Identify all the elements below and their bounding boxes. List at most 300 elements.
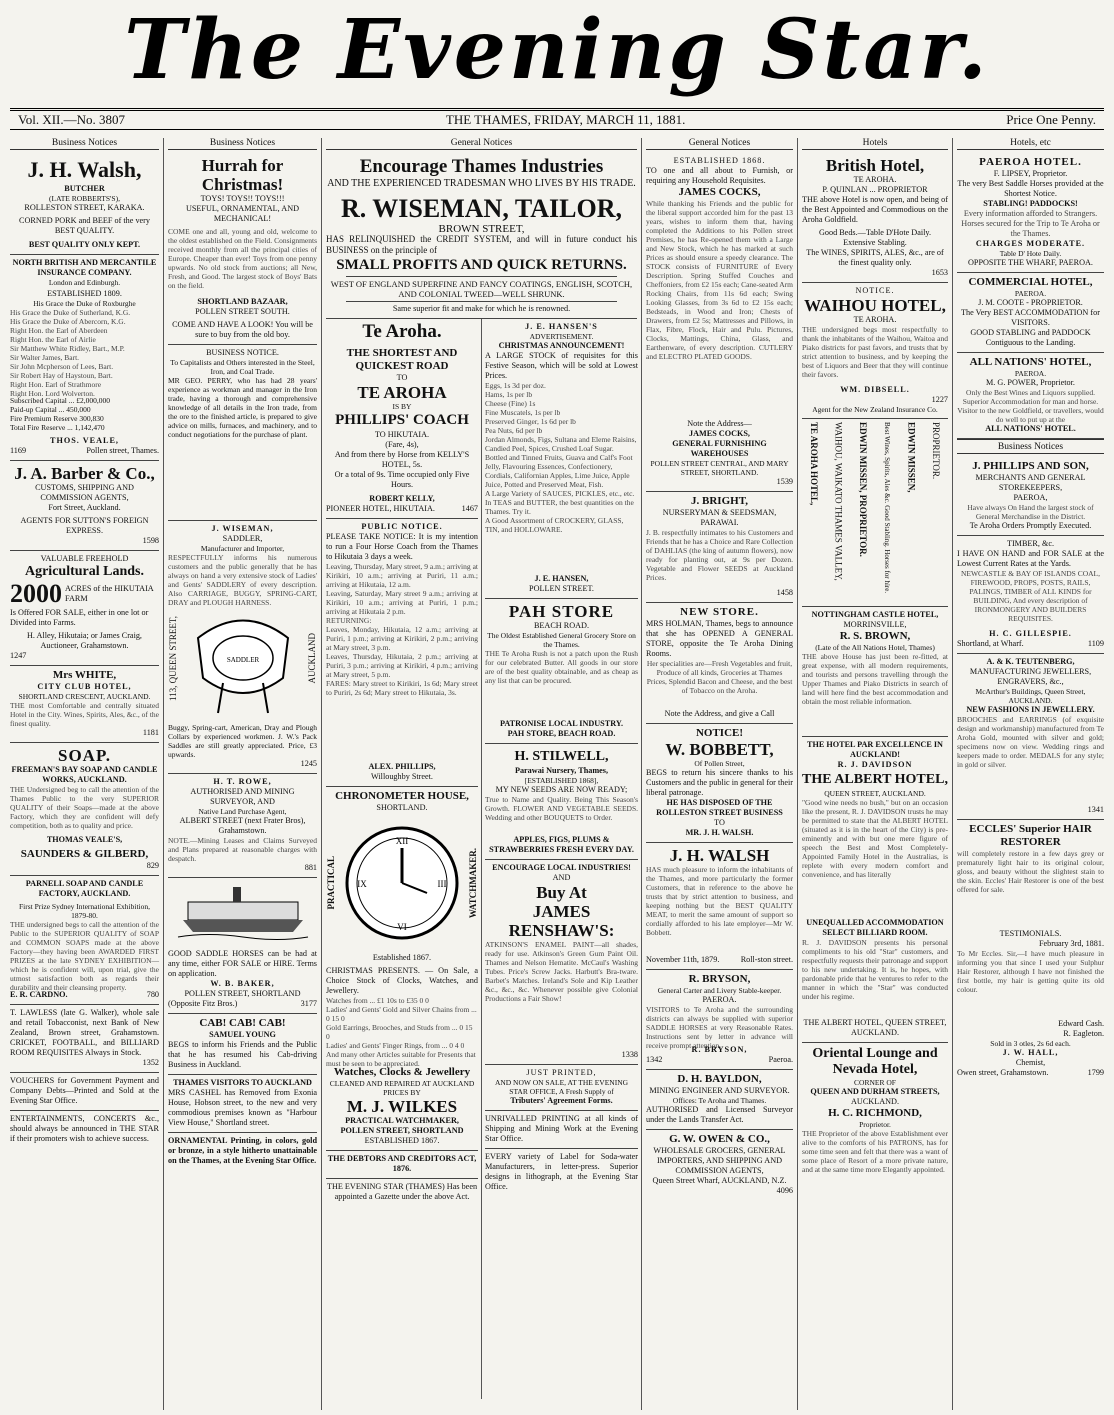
ad-all-nations (957, 353, 1104, 439)
ad-paeroa-hotel (957, 153, 1104, 273)
ad-hotel: THE ALBERT HOTEL, (802, 772, 948, 787)
ad-text: THE above Hotel is now open, and being of the Best Appointed and Commodious on the Aroha Goldfield. (802, 195, 948, 224)
ad-name: Mrs WHITE, (52, 669, 117, 681)
ad-cleaned: CLEANED AND REPAIRED AT AUCKLAND PRICES BY (329, 1079, 475, 1097)
ad-title: NOTICE. (855, 286, 895, 295)
ad-ornamental (168, 1133, 317, 1170)
ad-oldest: The Oldest Established General Grocery Store on the Thames. (487, 631, 636, 649)
ad-text: ORNAMENTAL Printing, in colors, gold or bronze, in a style hitherto unattainable on the Thames, at the Evening Star Office. (168, 1136, 317, 1165)
ad-name: WAIHOU HOTEL, (804, 296, 946, 315)
ad-place: MORRINSVILLE, (843, 620, 907, 629)
ad-left: PRACTICAL (326, 856, 336, 910)
ad-sub: FREEMAN'S BAY SOAP AND CANDLE WORKS, AUCKLAND. (11, 765, 158, 784)
ad-white (10, 666, 159, 743)
ad-number: 1539 (776, 477, 793, 486)
ad-title: THAMES VISITORS TO AUCKLAND (173, 1078, 312, 1087)
ad-street: Of Pollen Street, (694, 759, 745, 768)
ad-body: HAS much pleasure to inform the inhabitants of the Thames, and more particularly the former Customers, that in reference to the above he trusts that by strict attention to business, and keeping nothing but the BEST QUALITY MEAT, to merit the same amount of support so cordially afforded to his late employer—Mr W. Bobbett. (646, 865, 793, 937)
ad-insurance (10, 255, 159, 461)
ad-star-gazette (326, 1179, 478, 1206)
ad-number: 1598 (142, 536, 159, 545)
ad-bayldon (646, 1070, 793, 1130)
ad-agent: THOMAS VEALE'S, (46, 835, 123, 844)
dateline (10, 108, 1104, 130)
ad-title: Hurrah for Christmas! (201, 156, 284, 194)
ad-name: COMMERCIAL HOTEL, (968, 276, 1093, 288)
ad-cities: London and Edinburgh. (48, 278, 121, 287)
ad-number: 881 (304, 863, 317, 872)
ad-body: J. B. respectfully intimates to his Customers and Friends that he has a Choice and Rare Collection of DAHLIAS (the king of autumn flowers), now ready for planting out, at 9s per Dozen. Vegetable and Flower SEEDS at Auckland Prices. (646, 528, 793, 582)
ad-streets: QUEEN AND DURHAM STREETS, (810, 1087, 940, 1096)
column-heading: Hotels, etc (957, 138, 1104, 150)
ad-oriental (802, 1043, 948, 1213)
ad-body2: R. J. DAVIDSON presents his personal compliments to his old "Star" customers, and respectfully requests their patronage and support to his new undertaking. It is, he hopes, with pardonable pride that he ventures to refer to the manner in which the "Star" was conducted under his regime. (802, 938, 948, 1001)
ad-text: PLEASE TAKE NOTICE: It is my intention to run a Four Horse Coach from the Thames to Hikutaia 3 days a week. (326, 532, 478, 561)
ad-walsh (10, 153, 159, 255)
ad-title: BUSINESS NOTICE. (206, 348, 279, 357)
saddle-icon (188, 598, 298, 718)
ad-motto: BEST QUALITY ONLY KEPT. (28, 240, 141, 249)
ad-capital: Subscribed Capital ... £2,000,000 (10, 396, 110, 405)
ad-heading: Agricultural Lands. (24, 564, 144, 579)
ad-new-store (646, 603, 793, 724)
ad-title: J. E. HANSEN'S (525, 322, 598, 331)
ad-nursery: Parawai Nursery, Thames, (514, 766, 609, 775)
ad-perry (168, 345, 317, 521)
ad-list: Eggs, 1s 3d per doz. Hams, 1s per lb Cheese (Fine) 1s Fine Muscatels, 1s per lb Preserved Ginger, 1s 6d per lb Pea Nuts, 6d per lb Jordan Almonds, Figs, Sultana and Eleme Raisins, Candied Peel, Spices, Crushed Loaf Sugar. Bottled and Tinned Fruits, Guava and Calf's Foot Jelly, Flavouring Essences, Confectionery, Cordials, Californian Apples, Lime Juice, Apple Juice, Potted and Preserved Meat, Fish. A Large Variety of SAUCES, PICKLES, etc., etc. In TEAS and BUTTER, the best quantities on the Thames. Try it. A Good Assortment of CROCKERY, GLASS, TIN, and HOLLOWARE. (485, 381, 637, 534)
ad-walsh2 (646, 843, 793, 970)
ad-title: Te Aroha. (362, 321, 442, 342)
ad-address: ALBERT STREET (next Frater Bros), (179, 816, 306, 825)
ad-stable: Extensive Stabling. (843, 238, 907, 247)
masthead-title: The Evening Star. (124, 2, 990, 98)
ad-city: AUCKLAND. (851, 1097, 899, 1106)
ad-text: The Very BEST ACCOMMODATION for VISITORS. (961, 308, 1100, 327)
ad-sign: R. BRYSON, (691, 1045, 748, 1054)
ad-body: COME one and all, young and old, welcome to the oldest established on the Field. Consignments received monthly from all the principal cities of Europe. Cheaper than ever! Toys from one penny upwards. No old stock from auctions; all New, Fresh, and Good. The largest stock of Boys' Bats on the field. (168, 227, 317, 290)
ad-foot: Te Aroha Orders Promptly Executed. (969, 521, 1092, 530)
ad-sub: BEACH ROAD. (533, 621, 590, 630)
ad-name: J. H. WALSH (669, 846, 770, 865)
ad-stabling: GOOD STABLING and PADDOCK Contiguous to the Landing. (970, 328, 1091, 347)
ad-title: VALUABLE FREEHOLD (40, 554, 129, 563)
column-heading: General Notices (646, 138, 793, 150)
ad-number: 1169 (10, 446, 27, 455)
ad-stabling-body: Every information afforded to Strangers. Horses secured for the Trip to Te Aroha or the Thames. (961, 209, 1100, 238)
ad-horse: And from there by Horse from KELLY'S HOTEL, 5s. (334, 450, 470, 469)
ad-xmas: CHRISTMAS ANNOUNCEMENT! (498, 341, 625, 350)
ad-text: THE EVENING STAR (THAMES) Has been appointed a Gazette under the above Act. (326, 1182, 478, 1201)
ad-coach: PHILLIPS' COACH (335, 412, 469, 428)
ad-xmas: CHRISTMAS PRESENTS. — On Sale, a Choice Stock of Clocks, Watches, and Jewellery. (326, 966, 478, 995)
ad-trade: MINING ENGINEER AND SURVEYOR. (649, 1086, 790, 1095)
ad-name: JAMES RENSHAW'S: (508, 902, 615, 940)
ad-text: UNRIVALLED PRINTING at all kinds of Shipping and Mining Work at the Evening Star Office. (485, 1114, 638, 1143)
column-3 (322, 138, 642, 1410)
ad-town: Paeroa. (768, 1055, 793, 1064)
clock-icon (342, 818, 462, 948)
ad-corner: CORNER OF (854, 1078, 896, 1087)
ad-paid: Paid-up Capital ... 450,000 (10, 405, 91, 414)
ad-body: While thanking his Friends and the public for the liberal support accorded him for the past 13 years, wishes to inform them that, having completed the Additions to his Pollen street Premises, he has Re-opened them with a Large and New Stock, which he has marked at such Prices as should ensure a speedy clearance. The STOCK consists of FURNITURE of Every Description. Spring Stuffed Couches and Cheffoniers, from £2 15s each; Cane-seated Arm Rocking Chairs, from 11s 6d each; Swing Looking Glasses, from 3s 6d to £2 15s each; Bedsteads, in Wood and Iron; Chests of Drawers, from £2 5s; Mattresses and Pillows, in Flax, Fibre, Flock, Hair and Pulu. Pictures, Clocks, Mattings, China, Glass, and Earthenware, of every description. CUTLERY and ELECTRO PLATED GOODS. (646, 199, 793, 361)
ad-v5: PROPRIETOR. (930, 422, 941, 480)
ad-foot: ALL NATIONS' HOTEL. (985, 424, 1076, 433)
ad-body: True to Name and Quality. Being This Season's Growth. FLOWER AND VEGETABLE SEEDS. Wedding and other BOUQUETS to Order. (485, 795, 638, 822)
ad-warehouses: GENERAL FURNISHING WAREHOUSES (672, 439, 767, 458)
ad-testimonial-body: To Mr Eccles. Sir,—I have much pleasure in informing you that since I used your Sulphur Hair Restorer, although I have not finished the first bottle, my hair is getting quite its old colour. (957, 949, 1104, 994)
ad-renshaw (485, 860, 638, 1065)
ad-number: 1799 (1087, 1068, 1104, 1077)
ad-address: ROLLESTON STREET, KARAKA. (24, 203, 145, 212)
ad-trade: NURSERYMAN & SEEDSMAN, (662, 508, 777, 517)
column-heading: General Notices (326, 138, 637, 150)
ad-body: THE Te Aroha Rush is not a patch upon the Rush for our celebrated Butter. All goods in our store are of the best quality obtainable, and as cheap as any list that can be procured. (485, 649, 638, 685)
ad-president: His Grace the Duke of Roxburghe (33, 299, 136, 308)
ad-sub: Manufacturer and Importer, (200, 544, 285, 553)
ad-british-hotel (802, 153, 948, 283)
ad-to: TO (396, 373, 408, 382)
svg-text:XII: XII (395, 836, 409, 846)
column-heading: Business Notices (10, 138, 159, 150)
ad-number: 1227 (931, 395, 948, 404)
column-subheading: Business Notices (957, 439, 1104, 454)
ad-premium: Fire Premium Reserve 300,830 (10, 414, 104, 423)
ad-testimonials: TESTIMONIALS. (999, 929, 1062, 938)
ad-sub: AND THE EXPERIENCED TRADESMAN WHO LIVES BY HIS TRADE. (327, 178, 636, 189)
ad-trade: SADDLER, (222, 534, 263, 543)
ad-is: IS BY (392, 402, 412, 411)
ad-and: AND (552, 873, 571, 882)
ship-engraving (168, 882, 317, 942)
ad-name: PAEROA HOTEL. (979, 156, 1082, 168)
ad-stabling: STABLING! PADDOCKS! (983, 199, 1078, 208)
ad-title: ECCLES' Superior HAIR RESTORER (969, 823, 1092, 848)
ad-body: THE undersigned begs most respectfully to thank the inhabitants of the Waihou, Waitoa and Piako districts for past favors, and trusts that by strict attention to business, and by keeping the best of Liquors and Beer that they will continue their favors. (802, 325, 948, 379)
ad-hotel: CITY CLUB HOTEL, (37, 682, 132, 691)
ad-body: NOTE.—Mining Leases and Claims Surveyed and Plans prepared at reasonable charges with despatch. (168, 836, 317, 863)
ad-body: VISITORS to Te Aroha and the surrounding districts can always be supplied with superior SADDLE HORSES at very Reasonable Rates. Instructions sent by letter in advance will receive prompt attention. (646, 1005, 793, 1050)
ad-body: will completely restore in a few days grey or prematurely light hair to its original colour, gloss, and beauty without the slightest stain to the skin. Eccles' Hair Restorer is one of the best offered for sale. (957, 849, 1104, 894)
ad-trade: WHOLESALE GROCERS, GENERAL IMPORTERS, AND SHIPPING AND COMMISSION AGENTS, (653, 1146, 786, 1175)
ad-prop: H. C. RICHMOND, (828, 1107, 922, 1119)
ad-eccles (957, 820, 1104, 1082)
ad-name: NOTTINGHAM CASTLE HOTEL, (811, 610, 939, 619)
ad-body: THE above House has just been re-fitted, at great expense, with all modern requirements, and tourists and persons travelling through the Upper Thames and Piako Districts in search of land will here find the best accommodation and obtain the most reliable information. (802, 652, 948, 706)
ad-v4: EDWIN MISSEN, (906, 422, 917, 493)
ad-vouchers (10, 1073, 159, 1111)
ad-bazaar: SHORTLAND BAZAAR, (197, 297, 288, 306)
ad-sign: ALEX. PHILLIPS, (368, 762, 436, 771)
ad-stilwell (485, 744, 638, 860)
ad-visitors (168, 1075, 317, 1133)
ad-title: Encourage Thames Industries (359, 156, 604, 177)
ad-number: 1341 (1087, 805, 1104, 814)
ad-title: JUST PRINTED, (526, 1068, 597, 1077)
ad-sign: E. R. CARDNO. (10, 990, 68, 999)
ad-number: 780 (146, 990, 159, 999)
ad-body: THE undersigned begs to call the attention of the Public to the SUPERIOR QUALITY of SOAP and COMMON SOAPS made at the above Factory—they having been AWARDED FIRST PRIZES at the late SYDNEY EXHIBITION—which he is confident will, upon trial, give the utmost satisfaction both as regards their durability and their cleansing property. (10, 920, 159, 992)
ad-text: ENTERTAINMENTS, CONCERTS &c., should always be announced in THE STAR if their promoters wish to achieve success. (10, 1114, 159, 1143)
ad-name: M. J. WILKES (346, 1097, 458, 1116)
ad-v3: EDWIN MISSEN, PROPRIETOR. (857, 422, 868, 557)
ad-name: R. WISEMAN, TAILOR, (341, 194, 622, 223)
ad-title: TIMBER, &c. (1006, 539, 1055, 548)
ad-bryson (646, 970, 793, 1070)
ad-place: PARAWAI. (700, 518, 739, 527)
masthead (0, 0, 1114, 108)
ad-name: J. WISEMAN, (211, 524, 274, 533)
ad-opposite: (Opposite Fitz Bros.) (168, 999, 238, 1008)
ad-text: EVERY variety of Label for Soda-water Manufacturers, in letter-press. Superior designs in lithograph, at the Evening Star Office. (485, 1152, 638, 1191)
ad-number: 1352 (142, 1058, 159, 1067)
ad-number: 4096 (776, 1186, 793, 1195)
ad-sub: AND NOW ON SALE, AT THE EVENING STAR OFFICE, A Fresh Supply of (494, 1078, 629, 1096)
ad-cloth: WEST OF ENGLAND SUPERFINE AND FANCY COATINGS, ENGLISH, SCOTCH, AND COLONIAL TWEED—WELL SHRUNK. (330, 279, 633, 299)
ad-name: W. B. BAKER, (210, 979, 275, 988)
ad-owen (646, 1130, 793, 1200)
ad-date: February 3rd, 1881. (1038, 939, 1104, 948)
ad-every-variety (485, 1149, 638, 1196)
ad-title: CHRONOMETER HOUSE, (335, 790, 469, 802)
ad-prop: R. S. BROWN, (839, 630, 911, 642)
ad-body: BROOCHES and EARRINGS (of exquisite design and workmanship) manufactured from Te Aroha Gold, mounted with silver and gold; specimens now on view. Wedding rings and keepers made to order. MEDALS for any style; in gold or silver. (957, 715, 1104, 769)
ad-unequalled: UNEQUALLED ACCOMMODATION (806, 918, 944, 927)
ad-phillips-son (957, 457, 1104, 536)
ad-number: 1458 (776, 588, 793, 597)
ad-agent: THOS. VEALE, (50, 436, 119, 445)
ad-business: ROLLESTON STREET BUSINESS (656, 808, 783, 817)
ad-foot: PAH STORE, BEACH ROAD. (507, 729, 616, 738)
ad-title: PARNELL SOAP AND CANDLE FACTORY, AUCKLAND. (25, 879, 144, 898)
ad-street: Roll-ston street. (740, 955, 793, 964)
ad-nottingham (802, 607, 948, 737)
ad-gillespie (957, 536, 1104, 654)
ad-commercial (957, 273, 1104, 353)
ad-sale: Is Offered FOR SALE, either in one lot or Divided into Farms. (10, 608, 149, 627)
ad-number: 1342 (646, 1055, 663, 1064)
ad-barber (10, 461, 159, 551)
ad-patron: PATRONISE LOCAL INDUSTRY. (499, 719, 624, 728)
column-7 (953, 138, 1108, 1410)
ad-albert (802, 737, 948, 1043)
ad-role: Chemist, (1015, 1058, 1046, 1067)
ad-address: POLLEN STREET, SHORTLAND (340, 1126, 464, 1135)
ad-late: (Late of the All Nations Hotel, Thames) (815, 643, 935, 652)
ad-fare: (Fare, 4s), (385, 440, 419, 449)
column-heading: Hotels (802, 138, 948, 150)
ad-body: ATKINSON'S ENAMEL PAINT—all shades, ready for use. Atkinson's Green Gum Paint Oil. Thames and Nelson Hematite. McCaul's Washing Tubes. Price's Screw Jacks. Harbutt's Bra-tware. Barbet's Matches. Ireland's Sole and Kip Leather &c., &c., &c. Whenever possible give Colonial Productions a Fair Show! (485, 940, 638, 1003)
ad-street: 113, QUEEN STREET, (168, 615, 178, 701)
ad-name: H. C. GILLESPIE. (989, 629, 1072, 638)
ad-name: Oriental Lounge and Nevada Hotel, (812, 1046, 938, 1077)
ad-chronometer (326, 787, 478, 1151)
ad-prize: First Prize Sydney International Exhibition, 1879-80. (18, 902, 151, 920)
column-5 (642, 138, 798, 1410)
ad-est2: ESTABLISHED 1867. (364, 1136, 440, 1145)
ad-text: MRS HOLMAN, Thames, begs to announce that she has OPENED A GENERAL STORE, opposite the Te Aroha Dining Rooms. (646, 619, 793, 658)
ad-agent-address: Pollen street, Thames. (86, 446, 159, 455)
ad-text: Buggy, Spring-cart, American, Dray and Plough Collars by experienced workmen. J. W.'s Pack Saddles are still greatly appreciated. Price, £3 upwards. (168, 723, 317, 759)
ad-pah (485, 599, 638, 744)
ad-cab (168, 1014, 317, 1075)
ad-sub: ADVERTISEMENT. (529, 332, 594, 341)
steamship-icon (178, 882, 308, 942)
ad-rowe (168, 774, 317, 878)
ad-text: GOOD SADDLE HORSES can be had at any time, either FOR SALE or HIRE. Terms on application. (168, 949, 317, 978)
ad-unrivalled (485, 1111, 638, 1149)
ad-firm: SAUNDERS & GILBERD, (20, 848, 149, 860)
ad-title: CAB! CAB! CAB! (199, 1017, 286, 1029)
ad-name: SAMUEL YOUNG (209, 1030, 276, 1039)
ad-to: TO (714, 818, 725, 827)
ad-name: H. STILWELL, (514, 749, 609, 764)
ad-trade: PRACTICAL WATCHMAKER, (345, 1116, 459, 1125)
ad-hotel: PIONEER HOTEL, HIKUTAIA. (326, 504, 435, 513)
ad-address: POLLEN STREET CENTRAL, AND MARY STREET, SHORTLAND. (650, 459, 789, 477)
ad-number: 1338 (621, 1050, 638, 1059)
ad-sub: To Capitalists and Others interested in the Steel, Iron, and Coal Trade. (170, 358, 315, 376)
ad-place: PAEROA. (1014, 369, 1047, 378)
ad-est: [ESTABLISHED 1868], (524, 776, 599, 785)
ad-sub: (LATE ROBBERTS'S), (49, 194, 120, 203)
svg-text:SADDLER: SADDLER (226, 656, 259, 664)
ad-vbody: Best Wines, Spirits, Ales &c. Good Stabling. Horses for hire. (883, 422, 892, 594)
ad-offices: Offices: Te Aroha and Thames. (672, 1096, 767, 1105)
ad-industries (326, 153, 637, 319)
ad-title: PUBLIC NOTICE. (361, 522, 443, 531)
ad-beds: Good Beds.—Table D'Hote Daily. (818, 228, 932, 237)
ad-kinds: USEFUL, ORNAMENTAL, AND MECHANICAL! (185, 204, 300, 223)
ad-intro: TO one and all about to Furnish, or requiring any Household Requisites. (646, 166, 793, 185)
ad-prop: P. QUINLAN ... PROPRIETOR (822, 185, 928, 194)
ad-name: A. & K. TEUTENBERG, (986, 657, 1075, 666)
ad-new: NEW FASHIONS IN JEWELLERY. (966, 705, 1095, 714)
ad-number: 1653 (931, 268, 948, 277)
ad-place: TE AROHA. (853, 175, 897, 184)
ad-aroha-coach (326, 319, 478, 519)
ad-trade: BUTCHER (64, 184, 105, 193)
svg-text:IX: IX (357, 879, 367, 889)
ad-tributers (485, 1065, 638, 1111)
ad-sign1: Edward Cash. (1058, 1019, 1104, 1028)
ad-title: SOAP. (57, 746, 112, 765)
price: Price One Penny. (1006, 112, 1096, 127)
ad-text: CORNED PORK and BEEF of the very BEST QUALITY. (19, 216, 150, 235)
ad-fit: Same superior fit and make for which he is renowned. (392, 304, 571, 313)
ad-sub2: QUICKEST ROAD (355, 360, 449, 372)
ad-trade: MANUFACTURING JEWELLERS, ENGRAVERS, &c., (969, 667, 1092, 686)
ad-place: PAEROA, (1013, 493, 1048, 502)
ad-bobbett (646, 724, 793, 843)
ad-address: POLLEN STREET, SHORTLAND (184, 989, 301, 998)
ad-parnell (10, 876, 159, 1005)
ad-apply: H. Alley, Hikutaia; or James Craig, Auctioneer, Grahamstown. (27, 631, 142, 650)
ad-mr: MR. J. H. WALSH. (685, 828, 754, 837)
ad-sub: SHORTLAND. (376, 803, 428, 812)
column-3a (326, 319, 482, 1399)
ad-schedule: Leaving, Thursday, Mary street, 9 a.m.; arriving at Kirikiri, 10 a.m.; arriving at Puriri, 11 a.m.; arriving at Hikutaia, 12 a.m. Leaving, Saturday, Mary street 9 a.m.; arriving at Kirikiri, 10 a.m.; arriving at Puriri, 1 p.m.; arriving at Hikutaia 2 p.m. RETURNING: Leaves, Monday, Hikutaia, 12 a.m.; arriving at Puriri, 1 p.m.; arriving at Kirikiri, 2 p.m.; arriving at Mary street, 3 p.m. Leaves, Thursday, Hikutaia, 2 p.m.; arriving at Puriri, 3 p.m.; arriving at Kirikiri, 4 p.m.; arriving at Mary street, 5 p.m. FARES: Mary street to Kirikiri, 1s 6d; Mary street to Puriri, 2s 6d; Mary street to Hikutaia, 3s. (326, 562, 478, 697)
ad-street: Willoughby Street. (371, 772, 433, 781)
ad-sign: WM. DIBSELL. (840, 385, 910, 394)
ad-address: Queen Street Wharf, AUCKLAND, N.Z. (652, 1176, 787, 1185)
ad-street: POLLEN STREET. (529, 584, 594, 593)
ad-christmas (168, 153, 317, 345)
ad-body: THE Proprietor of the above Establishment ever alive to the comforts of his PATRONS, has for some time seen and felt that there was a want of some place of Resort of a more private nature, and at the same time more Elegantly appointed. (802, 1129, 948, 1174)
ad-body: "Good wine needs no bush," but on an occasion like the present, R. J. DAVIDSON trusts he may be permitted to state that the ALBERT HOTEL (situated as it is in the heart of the City) is pre-eminently and with but one mere figure of speech the Best and Most Completely-Appointed Family Hotel in the Australias, is replete with every modern comfort and convenience, and has literally (802, 798, 948, 879)
column-3-split (326, 319, 637, 1399)
ad-prices: Watches from ... £1 10s to £35 0 0 Ladies' and Gents' Gold and Silver Chains from ... 0 15 0 Gold Earrings, Brooches, and Studs from ... 0 15 0 Ladies' and Gents' Finger Rings, from ... 0 4 0 And many other Articles suitable for Presents that must be seen to be appreciated. (326, 996, 477, 1068)
columns (6, 138, 1108, 1410)
ad-body: THE most Comfortable and centrally situated Hotel in the City. Wines, Spirits, Ales, &c., of the finest quality. (10, 701, 159, 728)
ad-trade: MERCHANTS AND GENERAL STOREKEEPERS, (975, 473, 1086, 492)
volume-number: Vol. XII.—No. 3807 (18, 112, 126, 127)
ad-title: THE DEBTORS AND CREDITORS ACT, 1876. (327, 1154, 477, 1173)
ad-number: 1247 (10, 651, 27, 660)
ad-lawless (10, 1005, 159, 1073)
ad-total: Or a total of 9s. Time occupied only Five Hours. (334, 470, 470, 489)
ad-title: ENCOURAGE LOCAL INDUSTRIES! (492, 863, 631, 872)
ad-date: November 11th, 1879. (646, 955, 720, 964)
ad-name: J. BRIGHT, (691, 495, 748, 507)
ad-sold: HE HAS DISPOSED OF THE (666, 798, 773, 807)
ad-agent: J. W. HALL, (1002, 1048, 1059, 1057)
ad-debtors (326, 1151, 478, 1179)
ad-address: Fort Street, Auckland. (48, 503, 121, 512)
ad-title: NORTH BRITISH AND MERCANTILE INSURANCE COMPANY. (12, 258, 157, 277)
ad-name2: JAMES COCKS, (689, 429, 750, 438)
ad-number: 1467 (461, 504, 478, 513)
place-date: THE THAMES, FRIDAY, MARCH 11, 1881. (445, 112, 686, 127)
ad-street: BROWN STREET, (438, 223, 525, 235)
ad-text: VOUCHERS for Government Payment and Company Debts—Printed and Sold at the Evening Star Office. (10, 1076, 159, 1105)
ad-prop: F. LIPSEY, Proprietor. (993, 169, 1068, 178)
ad-text: MRS CASHEL has Removed from Exonia House, Hobson street, to the new and very commodious premises known as "Harbour View House," Shortland street. (168, 1088, 317, 1127)
ad-hikutaia: TO HIKUTAIA. (374, 430, 430, 439)
svg-text:III: III (437, 879, 447, 889)
ad-name: D. H. BAYLDON, (677, 1073, 762, 1085)
ad-name: H. T. ROWE, (213, 777, 272, 786)
ad-motto: SMALL PROFITS AND QUICK RETURNS. (336, 257, 627, 273)
ad-est: ESTABLISHED 1868. (673, 156, 766, 165)
ad-note: Note the Address— (687, 419, 752, 428)
ad-est: ESTABLISHED 1809. (47, 289, 122, 298)
ad-place: PAEROA. (702, 995, 737, 1004)
ad-toys: TOYS! TOYS!! TOYS!!! (200, 194, 285, 203)
ad-title: THE HOTEL PAR EXCELLENCE IN AUCKLAND! (807, 740, 943, 759)
ad-text: A LARGE STOCK of requisites for this Festive Season, which will be sold at Lowest Prices. (485, 351, 638, 380)
ad-billiard: SELECT BILLIARD ROOM. (822, 928, 928, 937)
ad-number: 1109 (1087, 639, 1104, 648)
ad-name: J. PHILLIPS AND SON, (972, 460, 1089, 472)
ad-te-aroha-hotel (802, 419, 948, 607)
ad-text: The very Best Saddle Horses provided at the Shortest Notice. (957, 179, 1104, 198)
ad-bazaar-address: POLLEN STREET SOUTH. (195, 307, 290, 316)
ad-teutenberg (957, 654, 1104, 820)
ad-name: W. BOBBETT, (665, 740, 774, 759)
ad-number: 1181 (142, 728, 159, 737)
ad-seeds: MY NEW SEEDS ARE NOW READY; (495, 785, 628, 794)
ad-wines: The WINES, SPIRITS, ALES, &c., are of the finest quality only. (806, 248, 944, 267)
ad-title: NEW STORE. (680, 606, 759, 618)
ad-buy: Buy At (536, 883, 587, 902)
ad-sub1: THE SHORTEST AND (346, 347, 458, 359)
ad-foot: Agent for the New Zealand Insurance Co. (812, 405, 938, 414)
ad-number: 829 (146, 861, 159, 870)
ad-text: BEGS to inform his Friends and the Public that he has resumed his Cab-driving Business in Auckland. (168, 1040, 317, 1069)
ad-title: AUTHORISED AND MINING SURVEYOR, AND (190, 787, 295, 806)
ad-lands (10, 551, 159, 666)
ad-text: I HAVE ON HAND and FOR SALE at the Lowest Current Rates at the Yards. (957, 549, 1104, 568)
